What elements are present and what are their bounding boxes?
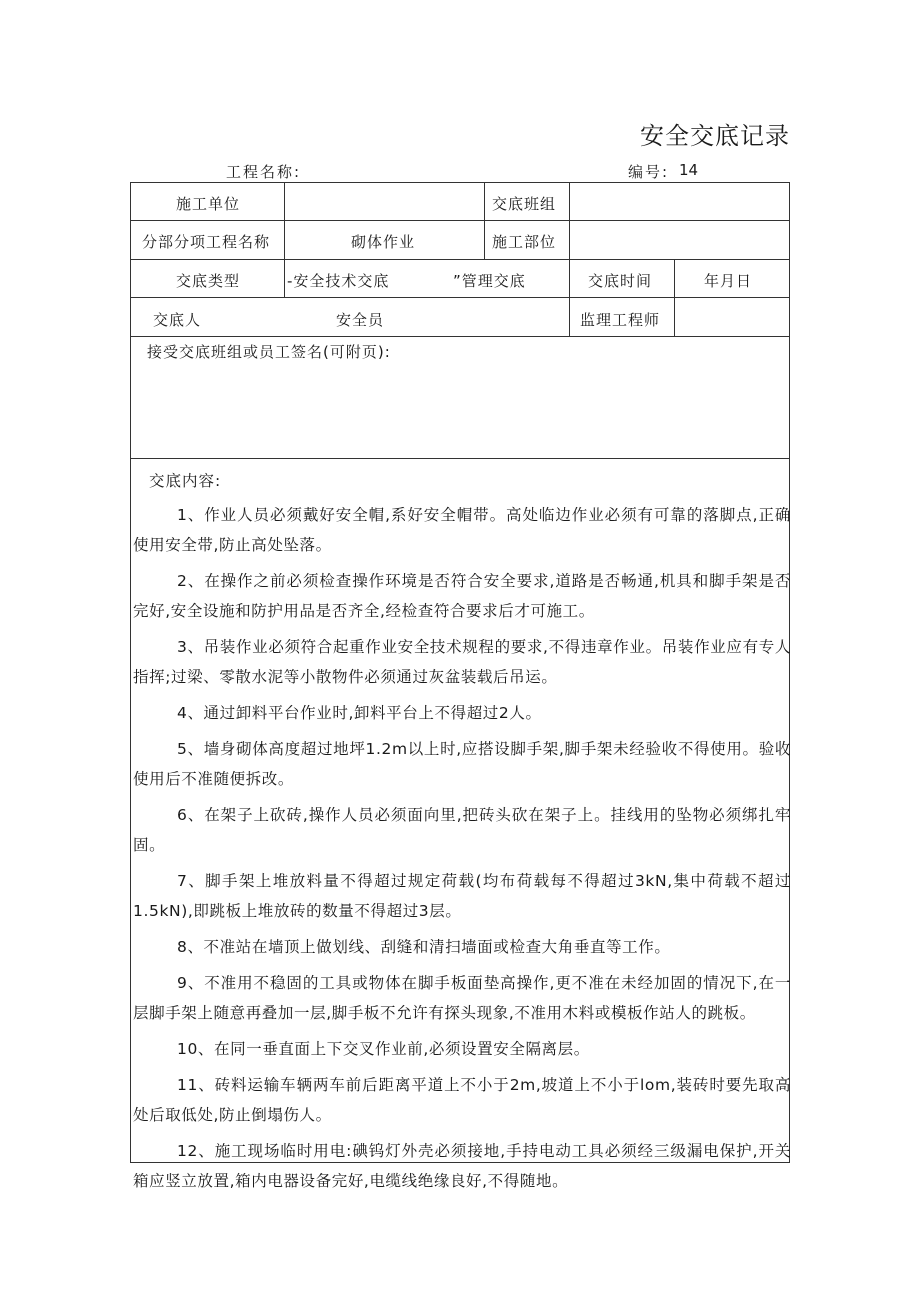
content-item: 12、施工现场临时用电:碘钨灯外壳必须接地,手持电动工具必须经三级漏电保护,开关箱应竖立放置,箱内电器设备完好,电缆线绝缘良好,不得随地。 [133, 1142, 791, 1190]
content-item: 11、砖料运输车辆两车前后距离平道上不小于2m,坡道上不小于lom,装砖时要先取高处后取低处,防止倒塌伤人。 [133, 1076, 791, 1124]
briefing-time-value: 年月日 [704, 272, 753, 290]
content-item: 1、作业人员必须戴好安全帽,系好安全帽带。高处临边作业必须有可靠的落脚点,正确使用安全带,防止高处坠落。 [133, 506, 791, 554]
row-divider [131, 458, 789, 459]
number-label: 编号: [628, 163, 670, 181]
content-item: 8、不准站在墙顶上做划线、刮缝和清扫墙面或检查大角垂直等工作。 [177, 938, 671, 956]
content-item: 10、在同一垂直面上下交叉作业前,必须设置安全隔离层。 [177, 1040, 590, 1058]
content-item: 4、通过卸料平台作业时,卸料平台上不得超过2人。 [177, 704, 542, 722]
supervising-engineer-label: 监理工程师 [580, 311, 661, 329]
safety-briefing-table [130, 182, 791, 1190]
document-title: 安全交底记录 [640, 122, 790, 150]
briefer-label: 交底人 [153, 311, 202, 329]
content-item: 6、在架子上砍砖,操作人员必须面向里,把砖头砍在架子上。挂线用的坠物必须绑扎牢固。 [133, 806, 791, 854]
construction-unit-label: 施工单位 [176, 195, 241, 213]
content-items [131, 500, 791, 1202]
row-divider [131, 220, 789, 221]
project-name-label: 工程名称: [226, 163, 302, 181]
briefing-type-option-technical: -安全技术交底 [287, 272, 390, 290]
col-divider [674, 259, 675, 336]
col-divider [284, 183, 285, 297]
content-item: 5、墙身砌体高度超过地坪1.2m以上时,应搭设脚手架,脚手架未经验收不得使用。验收使用后不准随便拆改。 [133, 740, 791, 788]
briefing-type-label: 交底类型 [176, 272, 241, 290]
briefing-type-option-management: ”管理交底 [453, 272, 526, 290]
content-label: 交底内容: [149, 472, 222, 490]
content-item: 9、不准用不稳固的工具或物体在脚手板面垫高操作,更不准在未经加固的情况下,在一层脚手架上随意再叠加一层,脚手板不允许有探头现象,不准用木料或模板作站人的跳板。 [133, 974, 791, 1022]
briefing-time-label: 交底时间 [588, 272, 653, 290]
briefer-value: 安全员 [336, 311, 385, 329]
briefing-team-label: 交底班组 [492, 195, 557, 213]
number-value: 14 [679, 161, 699, 179]
row-divider [131, 336, 789, 337]
row-divider [131, 297, 789, 298]
content-item: 3、吊装作业必须符合起重作业安全技术规程的要求,不得违章作业。吊装作业应有专人指挥;过梁、零散水泥等小散物件必须通过灰盆装载后吊运。 [133, 638, 791, 686]
construction-location-label: 施工部位 [492, 233, 557, 251]
signature-label: 接受交底班组或员工签名(可附页): [147, 343, 391, 361]
col-divider [569, 183, 570, 336]
row-divider [131, 259, 789, 260]
subproject-name-value: 砌体作业 [351, 233, 416, 251]
content-item: 7、脚手架上堆放料量不得超过规定荷载(均布荷载每不得超过3kN,集中荷载不超过1.5kN),即跳板上堆放砖的数量不得超过3层。 [133, 872, 791, 920]
content-item: 2、在操作之前必须检查操作环境是否符合安全要求,道路是否畅通,机具和脚手架是否完好,安全设施和防护用品是否齐全,经检查符合要求后才可施工。 [133, 572, 791, 620]
subproject-name-label: 分部分项工程名称 [142, 233, 271, 251]
col-divider [484, 183, 485, 259]
